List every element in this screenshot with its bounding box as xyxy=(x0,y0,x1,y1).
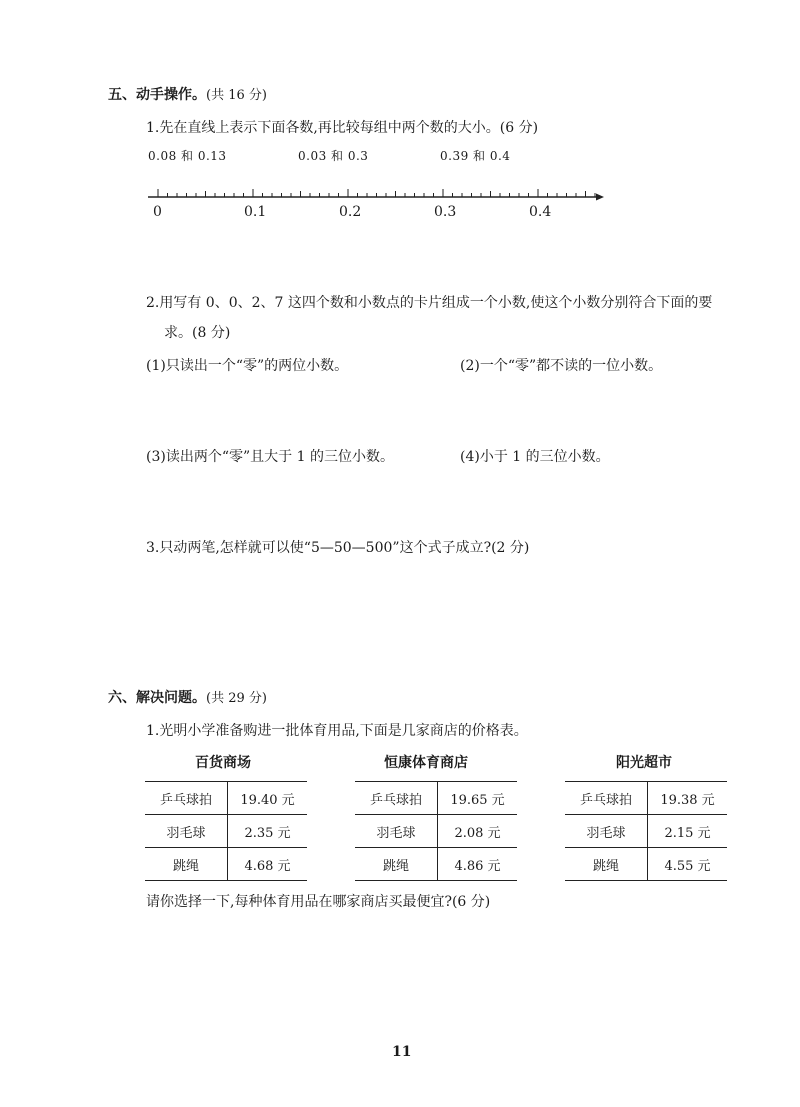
price-table-shop-1 xyxy=(145,781,307,881)
section5-title: 五、动手操作。 xyxy=(108,87,206,103)
table-row xyxy=(355,848,517,881)
item-cell: 羽毛球 xyxy=(145,815,228,848)
shop-1-name: 百货商场 xyxy=(195,755,251,771)
pair-3: 0.39 和 0.4 xyxy=(440,149,511,163)
s5-q3-text: 3.只动两笔,怎样就可以使“5—50—500”这个式子成立?(2 分) xyxy=(146,540,530,556)
item-cell: 跳绳 xyxy=(145,848,228,881)
s6-q1-question: 请你选择一下,每种体育用品在哪家商店买最便宜?(6 分) xyxy=(146,894,491,910)
table-row xyxy=(565,815,727,848)
price-cell: 4.86 元 xyxy=(454,858,501,874)
table-row xyxy=(565,782,727,815)
tick-label-0: 0 xyxy=(153,204,162,220)
number-line-arrow xyxy=(596,194,604,201)
shop-2-name: 恒康体育商店 xyxy=(384,755,468,771)
price-cell: 19.38 元 xyxy=(660,792,715,808)
s5-q2-sub1: (1)只读出一个“零”的两位小数。 xyxy=(146,358,349,374)
price-cell: 2.35 元 xyxy=(244,825,291,841)
price-table-shop-3 xyxy=(565,781,727,881)
item-cell: 乒乓球拍 xyxy=(145,782,228,815)
price-table-shop-2 xyxy=(355,781,517,881)
s5-q1-text: 1.先在直线上表示下面各数,再比较每组中两个数的大小。(6 分) xyxy=(146,120,539,136)
section5-heading xyxy=(108,84,267,104)
number-line-ticks xyxy=(158,189,595,197)
item-cell: 乒乓球拍 xyxy=(355,782,438,815)
price-cell: 2.15 元 xyxy=(664,825,711,841)
pair-2: 0.03 和 0.3 xyxy=(298,149,369,163)
tick-label-0-3: 0.3 xyxy=(434,204,457,220)
s5-q2-line2: 求。(8 分) xyxy=(164,325,231,341)
shop-3-name: 阳光超市 xyxy=(616,755,672,771)
tick-label-0-1: 0.1 xyxy=(244,204,267,220)
table-row xyxy=(145,815,307,848)
number-line[interactable] xyxy=(140,182,610,206)
item-cell: 羽毛球 xyxy=(565,815,648,848)
price-cell: 19.40 元 xyxy=(240,792,295,808)
section6-points: (共 29 分) xyxy=(206,691,267,706)
item-cell: 乒乓球拍 xyxy=(565,782,648,815)
s6-q1-text: 1.光明小学准备购进一批体育用品,下面是几家商店的价格表。 xyxy=(146,723,528,739)
price-cell: 19.65 元 xyxy=(450,792,505,808)
section6-title: 六、解决问题。 xyxy=(108,690,206,706)
table-row xyxy=(355,815,517,848)
page-number: 11 xyxy=(392,1044,412,1060)
table-row xyxy=(355,782,517,815)
s5-q2-sub2: (2)一个“零”都不读的一位小数。 xyxy=(460,358,663,374)
price-cell: 4.68 元 xyxy=(244,858,291,874)
tick-label-0-4: 0.4 xyxy=(529,204,552,220)
pair-1: 0.08 和 0.13 xyxy=(148,149,227,163)
table-row xyxy=(145,848,307,881)
table-row xyxy=(565,848,727,881)
table-row xyxy=(145,782,307,815)
tick-label-0-2: 0.2 xyxy=(339,204,362,220)
item-cell: 跳绳 xyxy=(355,848,438,881)
s5-q2-sub3: (3)读出两个“零”且大于 1 的三位小数。 xyxy=(146,449,394,465)
s5-q2-sub4: (4)小于 1 的三位小数。 xyxy=(460,449,610,465)
price-cell: 2.08 元 xyxy=(454,825,501,841)
s5-q2-line1: 2.用写有 0、0、2、7 这四个数和小数点的卡片组成一个小数,使这个小数分别符合下面的要 xyxy=(146,295,713,311)
section5-points: (共 16 分) xyxy=(206,88,267,103)
item-cell: 跳绳 xyxy=(565,848,648,881)
section6-heading xyxy=(108,687,267,707)
price-cell: 4.55 元 xyxy=(664,858,711,874)
item-cell: 羽毛球 xyxy=(355,815,438,848)
